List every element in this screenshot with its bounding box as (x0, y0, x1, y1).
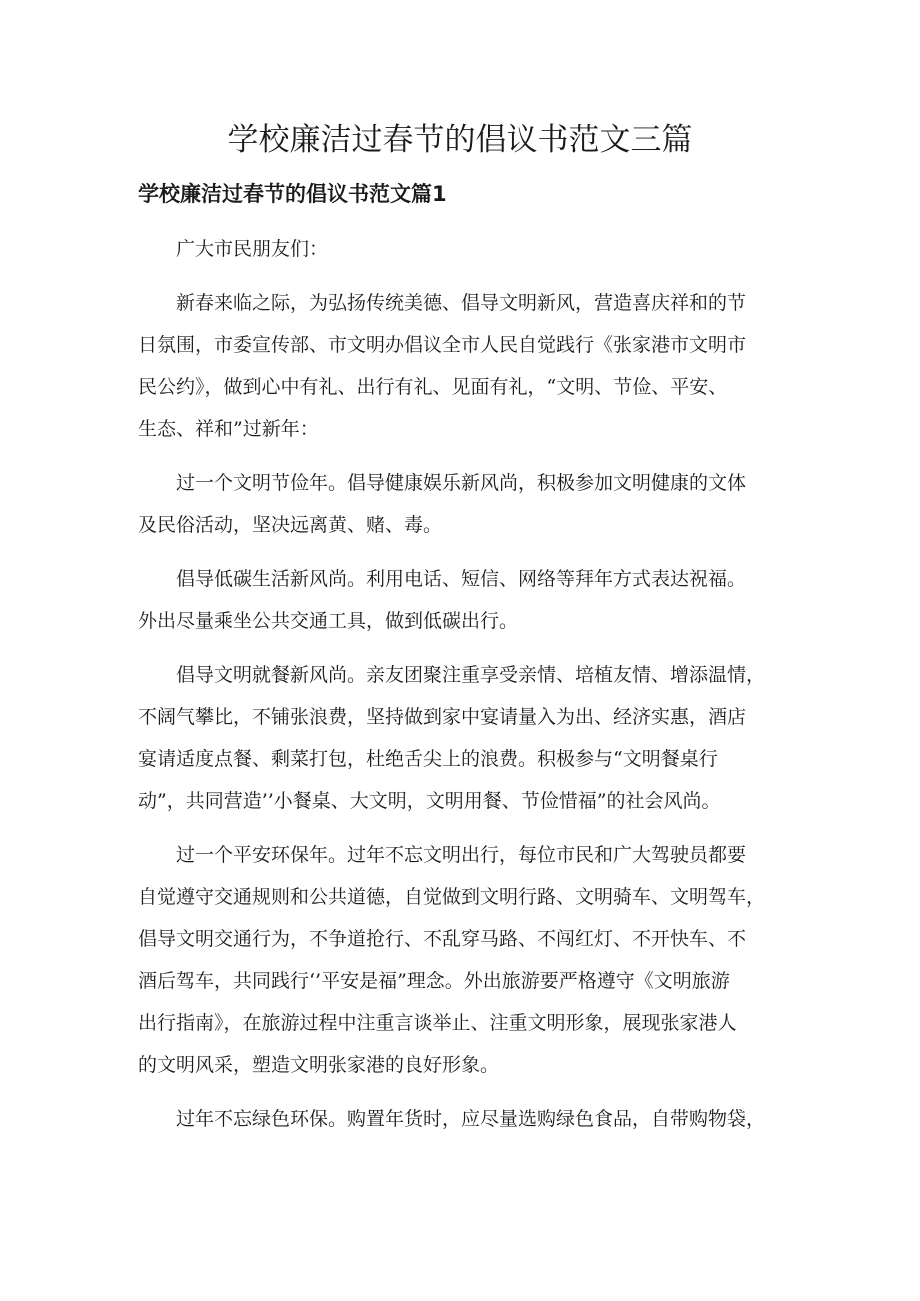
body-paragraph (138, 1098, 788, 1140)
paragraph-line: 民公约》，做到心中有礼、出行有礼、见面有礼，“文明、节俭、平安、 (138, 376, 728, 398)
paragraph-line: 倡导文明就餐新风尚。亲友团聚注重享受亲情、培植友情、增添温情， (176, 664, 766, 686)
paragraph-line: 出行指南》，在旅游过程中注重言谈举止、注重文明形象，展现张家港人 (138, 1012, 737, 1034)
paragraph-line: 过一个文明节俭年。倡导健康娱乐新风尚，积极参加文明健康的文体 (176, 472, 747, 494)
body-paragraph (138, 654, 788, 822)
document-title: 学校廉洁过春节的倡议书范文三篇 (227, 122, 693, 158)
paragraph-line: 倡导文明交通行为，不争道抢行、不乱穿马路、不闯红灯、不开快车、不 (138, 928, 747, 950)
paragraph-line: 及民俗活动，坚决远离黄、赌、毒。 (138, 514, 443, 536)
paragraph-line: 日氛围，市委宣传部、市文明办倡议全市人民自觉践行《张家港市文明市 (138, 334, 747, 356)
body-paragraph (138, 834, 788, 1086)
paragraph-line: 的文明风采，塑造文明张家港的良好形象。 (138, 1054, 500, 1076)
paragraph-line: 过一个平安环保年。过年不忘文明出行，每位市民和广大驾驶员都要 (176, 844, 747, 866)
section-heading: 学校廉洁过春节的倡议书范文篇1 (138, 182, 447, 206)
body-paragraph (138, 282, 788, 450)
document-body (138, 228, 788, 1152)
paragraph-line: 动”，共同营造’’小餐桌、大文明，文明用餐、节俭惜福”的社会风尚。 (138, 790, 721, 812)
paragraph-line: 自觉遵守交通规则和公共道德，自觉做到文明行路、文明骑车、文明驾车， (138, 886, 766, 908)
paragraph-line: 生态、祥和”过新年： (138, 418, 319, 440)
paragraph-line: 外出尽量乘坐公共交通工具，做到低碳出行。 (138, 610, 519, 632)
body-paragraph (138, 462, 788, 546)
paragraph-line: 广大市民朋友们： (176, 238, 329, 260)
paragraph-line: 不阔气攀比，不铺张浪费，坚持做到家中宴请量入为出、经济实惠，酒店 (138, 706, 747, 728)
paragraph-line: 倡导低碳生活新风尚。利用电话、短信、网络等拜年方式表达祝福。 (176, 568, 747, 590)
paragraph-line: 过年不忘绿色环保。购置年货时，应尽量选购绿色食品，自带购物袋， (176, 1108, 766, 1130)
body-paragraph (138, 558, 788, 642)
salutation-paragraph (138, 228, 788, 270)
paragraph-line: 酒后驾车，共同践行‘’平安是福”理念。外出旅游要严格遵守《文明旅游 (138, 970, 730, 992)
paragraph-line: 新春来临之际，为弘扬传统美德、倡导文明新风，营造喜庆祥和的节 (176, 292, 747, 314)
paragraph-line: 宴请适度点餐、剩菜打包，杜绝舌尖上的浪费。积极参与“文明餐桌行 (138, 748, 718, 770)
